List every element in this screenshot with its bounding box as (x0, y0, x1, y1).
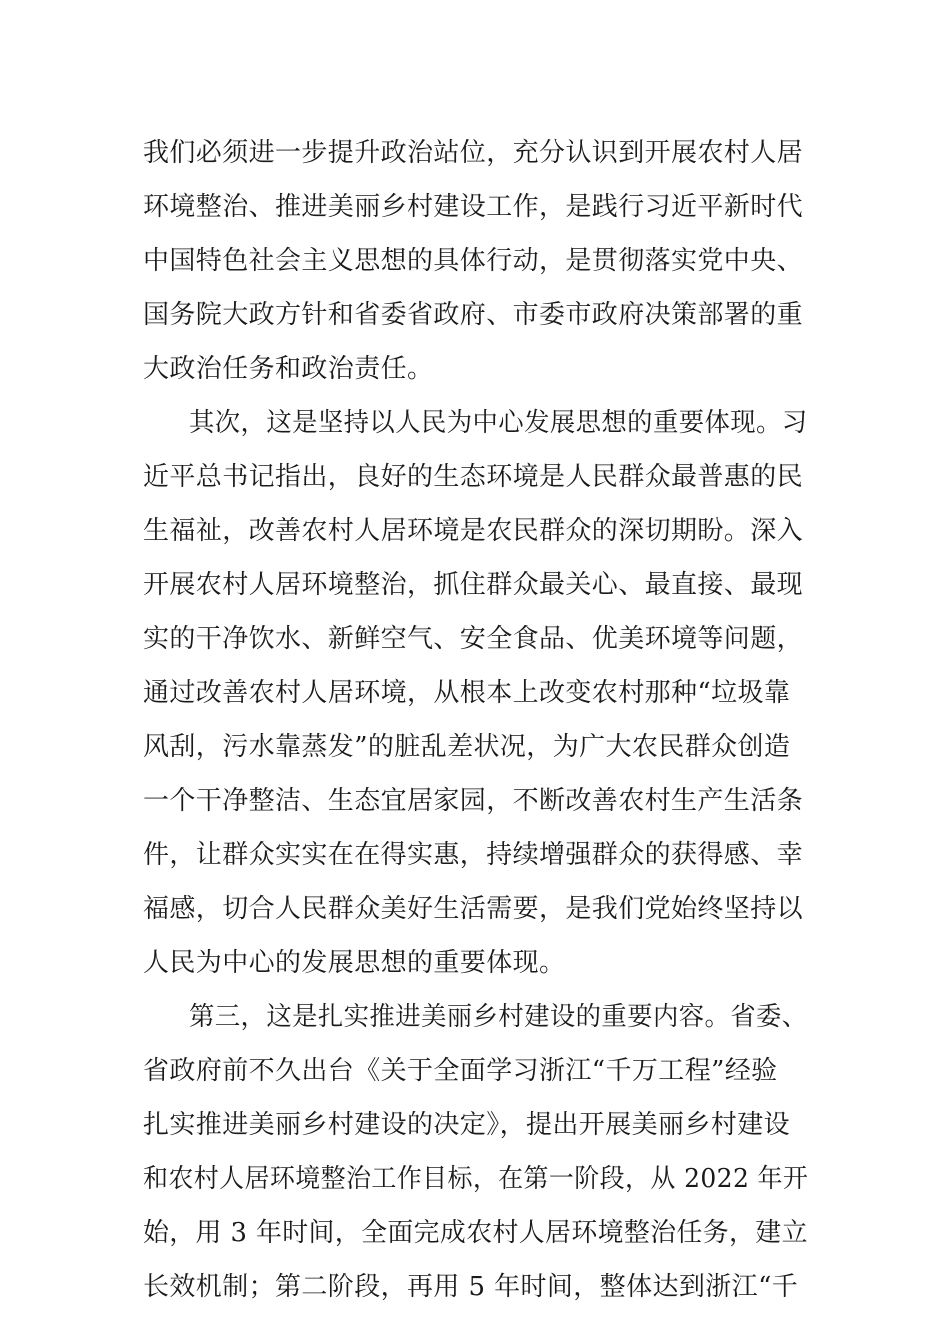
text-line-21: 始，用 3 年时间，全面完成农村人居环境整治任务，建立 (143, 1218, 808, 1248)
text-line-1: 我们必须进一步提升政治站位，充分认识到开展农村人居 (143, 138, 804, 168)
text-line-19: 扎实推进美丽乡村建设的决定》，提出开展美丽乡村建设 (143, 1110, 791, 1140)
text-line-2: 环境整治、推进美丽乡村建设工作，是践行习近平新时代 (143, 192, 804, 222)
text-line-4: 国务院大政方针和省委省政府、市委市政府决策部署的重 (143, 300, 804, 330)
text-line-9: 开展农村人居环境整治，抓住群众最关心、最直接、最现 (143, 570, 804, 600)
text-line-5: 大政治任务和政治责任。 (143, 354, 434, 384)
text-line-8: 生福祉，改善农村人居环境是农民群众的深切期盼。深入 (143, 516, 804, 546)
text-line-20: 和农村人居环境整治工作目标，在第一阶段，从 2022 年开 (143, 1164, 809, 1194)
text-line-14: 件，让群众实实在在得实惠，持续增强群众的获得感、幸 (143, 840, 804, 870)
text-line-10: 实的干净饮水、新鲜空气、安全食品、优美环境等问题， (143, 624, 804, 654)
text-line-6: 其次，这是坚持以人民为中心发展思想的重要体现。习 (189, 408, 808, 438)
text-line-15: 福感，切合人民群众美好生活需要，是我们党始终坚持以 (143, 894, 804, 924)
text-line-3: 中国特色社会主义思想的具体行动，是贯彻落实党中央、 (143, 246, 804, 276)
text-line-13: 一个干净整洁、生态宜居家园，不断改善农村生产生活条 (143, 786, 804, 816)
text-line-16: 人民为中心的发展思想的重要体现。 (143, 948, 566, 978)
text-line-17: 第三，这是扎实推进美丽乡村建设的重要内容。省委、 (189, 1002, 808, 1032)
text-line-11: 通过改善农村人居环境，从根本上改变农村那种“垃圾靠 (143, 678, 791, 708)
text-line-22: 长效机制；第二阶段，再用 5 年时间，整体达到浙江“千 (143, 1272, 799, 1302)
text-line-7: 近平总书记指出，良好的生态环境是人民群众最普惠的民 (143, 462, 804, 492)
text-line-12: 风刮，污水靠蒸发”的脏乱差状况，为广大农民群众创造 (143, 732, 791, 762)
text-line-18: 省政府前不久出台《关于全面学习浙江“千万工程”经验 (143, 1056, 778, 1086)
